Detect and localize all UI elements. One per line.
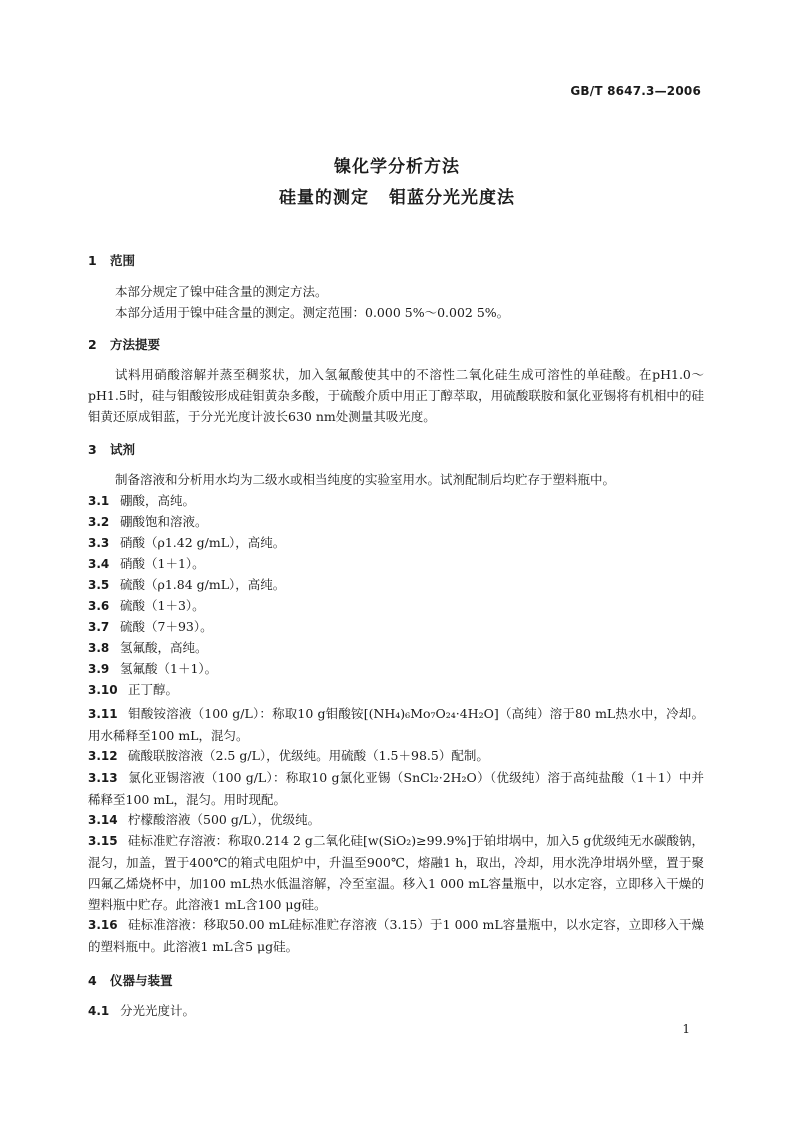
item-text: 硝酸（1＋1）。	[120, 556, 205, 571]
item-number: 3.5	[88, 578, 110, 592]
section-title: 试剂	[110, 442, 136, 457]
section-heading-principle	[88, 335, 160, 353]
list-item	[88, 1000, 704, 1022]
item-number: 3.13	[88, 771, 118, 785]
section-number: 4	[88, 973, 97, 988]
list-item	[88, 703, 704, 746]
page-number: 1	[682, 1022, 690, 1036]
item-number: 3.3	[88, 536, 110, 550]
item-text: 分光光度计。	[120, 1003, 196, 1018]
item-number: 3.10	[88, 683, 118, 697]
subtitle-part-1: 硅量的测定	[279, 188, 369, 208]
item-number: 4.1	[88, 1004, 110, 1018]
item-number: 3.7	[88, 620, 110, 634]
item-number: 3.8	[88, 641, 110, 655]
item-text: 氢氟酸（1＋1）。	[120, 661, 218, 676]
list-item	[88, 553, 704, 575]
paragraph: 制备溶液和分析用水均为二级水或相当纯度的实验室用水。试剂配制后均贮存于塑料瓶中。	[115, 472, 616, 487]
section-title: 仪器与装置	[110, 973, 173, 988]
paragraph: 本部分适用于镍中硅含量的测定。测定范围：0.000 5%～0.002 5%。	[115, 305, 510, 320]
item-text: 硼酸，高纯。	[120, 493, 196, 508]
item-text: 硫酸（7＋93）。	[120, 619, 213, 634]
list-item	[88, 679, 704, 701]
item-text: 硅标准贮存溶液：称取0.214 2 g二氧化硅[w(SiO₂)≥99.9%]于铂坩埚中，加入5 g优级纯无水碳酸钠，混匀，加盖，置于400℃的箱式电阻炉中，升温至900℃，熔融1 h，取出，冷却，用水洗净坩埚外壁，置于聚四氟乙烯烧杯中，加100 mL热水低温溶解，冷至室温。移入1 000 mL容量瓶中，以水定容，立即移入干燥的塑料瓶中贮存。此溶液1 mL含100 μg硅。	[88, 833, 704, 912]
section-heading-apparatus	[88, 971, 173, 989]
list-item	[88, 767, 704, 810]
item-number: 3.1	[88, 494, 110, 508]
section-heading-scope	[88, 251, 135, 269]
standard-code: GB/T 8647.3—2006	[570, 84, 701, 98]
item-number: 3.12	[88, 749, 118, 763]
list-item	[88, 745, 704, 767]
item-text: 硅标准溶液：移取50.00 mL硅标准贮存溶液（3.15）于1 000 mL容量瓶中，以水定容，立即移入干燥的塑料瓶中。此溶液1 mL含5 μg硅。	[88, 917, 704, 954]
section-title: 范围	[110, 253, 136, 268]
list-item	[88, 809, 704, 831]
paragraph: 试料用硝酸溶解并蒸至稠浆状，加入氢氟酸使其中的不溶性二氧化硅生成可溶性的单硅酸。在pH1.0～pH1.5时，硅与钼酸铵形成硅钼黄杂多酸，于硫酸介质中用正丁醇萃取，用硫酸联胺和氯化亚锡将有机相中的硅钼黄还原成钼蓝，于分光光度计波长630 nm处测量其吸光度。	[88, 367, 704, 424]
item-text: 氯化亚锡溶液（100 g/L）：称取10 g氯化亚锡（SnCl₂·2H₂O）（优级纯）溶于高纯盐酸（1＋1）中并稀释至100 mL，混匀。用时现配。	[88, 770, 704, 807]
item-text: 硼酸饱和溶液。	[120, 514, 208, 529]
list-item	[88, 637, 704, 659]
list-item	[88, 511, 704, 533]
section-title: 方法提要	[110, 337, 161, 352]
section-number: 3	[88, 442, 97, 457]
item-text: 氢氟酸，高纯。	[120, 640, 208, 655]
item-text: 柠檬酸溶液（500 g/L），优级纯。	[128, 812, 321, 827]
document-subtitle	[0, 183, 794, 208]
item-number: 3.2	[88, 515, 110, 529]
list-item	[88, 574, 704, 596]
section-number: 1	[88, 253, 97, 268]
paragraph: 本部分规定了镍中硅含量的测定方法。	[115, 284, 328, 299]
item-text: 硫酸（1＋3）。	[120, 598, 205, 613]
list-item	[88, 595, 704, 617]
item-number: 3.14	[88, 813, 118, 827]
item-text: 硫酸（ρ1.84 g/mL），高纯。	[120, 577, 286, 592]
item-number: 3.11	[88, 707, 118, 721]
subtitle-part-2: 钼蓝分光光度法	[389, 188, 515, 208]
item-text: 硫酸联胺溶液（2.5 g/L），优级纯。用硫酸（1.5＋98.5）配制。	[128, 748, 489, 763]
item-text: 钼酸铵溶液（100 g/L）：称取10 g钼酸铵[(NH₄)₆Mo₇O₂₄·4H₂O]（高纯）溶于80 mL热水中，冷却。用水稀释至100 mL，混匀。	[88, 706, 704, 743]
item-number: 3.4	[88, 557, 110, 571]
list-item	[88, 532, 704, 554]
list-item	[88, 830, 704, 915]
list-item	[88, 616, 704, 638]
list-item	[88, 490, 704, 512]
item-number: 3.6	[88, 599, 110, 613]
item-text: 硝酸（ρ1.42 g/mL），高纯。	[120, 535, 286, 550]
item-number: 3.9	[88, 662, 110, 676]
list-item	[88, 658, 704, 680]
item-number: 3.15	[88, 834, 118, 848]
item-number: 3.16	[88, 918, 118, 932]
item-text: 正丁醇。	[128, 682, 179, 697]
section-number: 2	[88, 337, 97, 352]
section-heading-reagents	[88, 440, 135, 458]
list-item	[88, 914, 704, 957]
document-title: 镍化学分析方法	[334, 157, 460, 177]
